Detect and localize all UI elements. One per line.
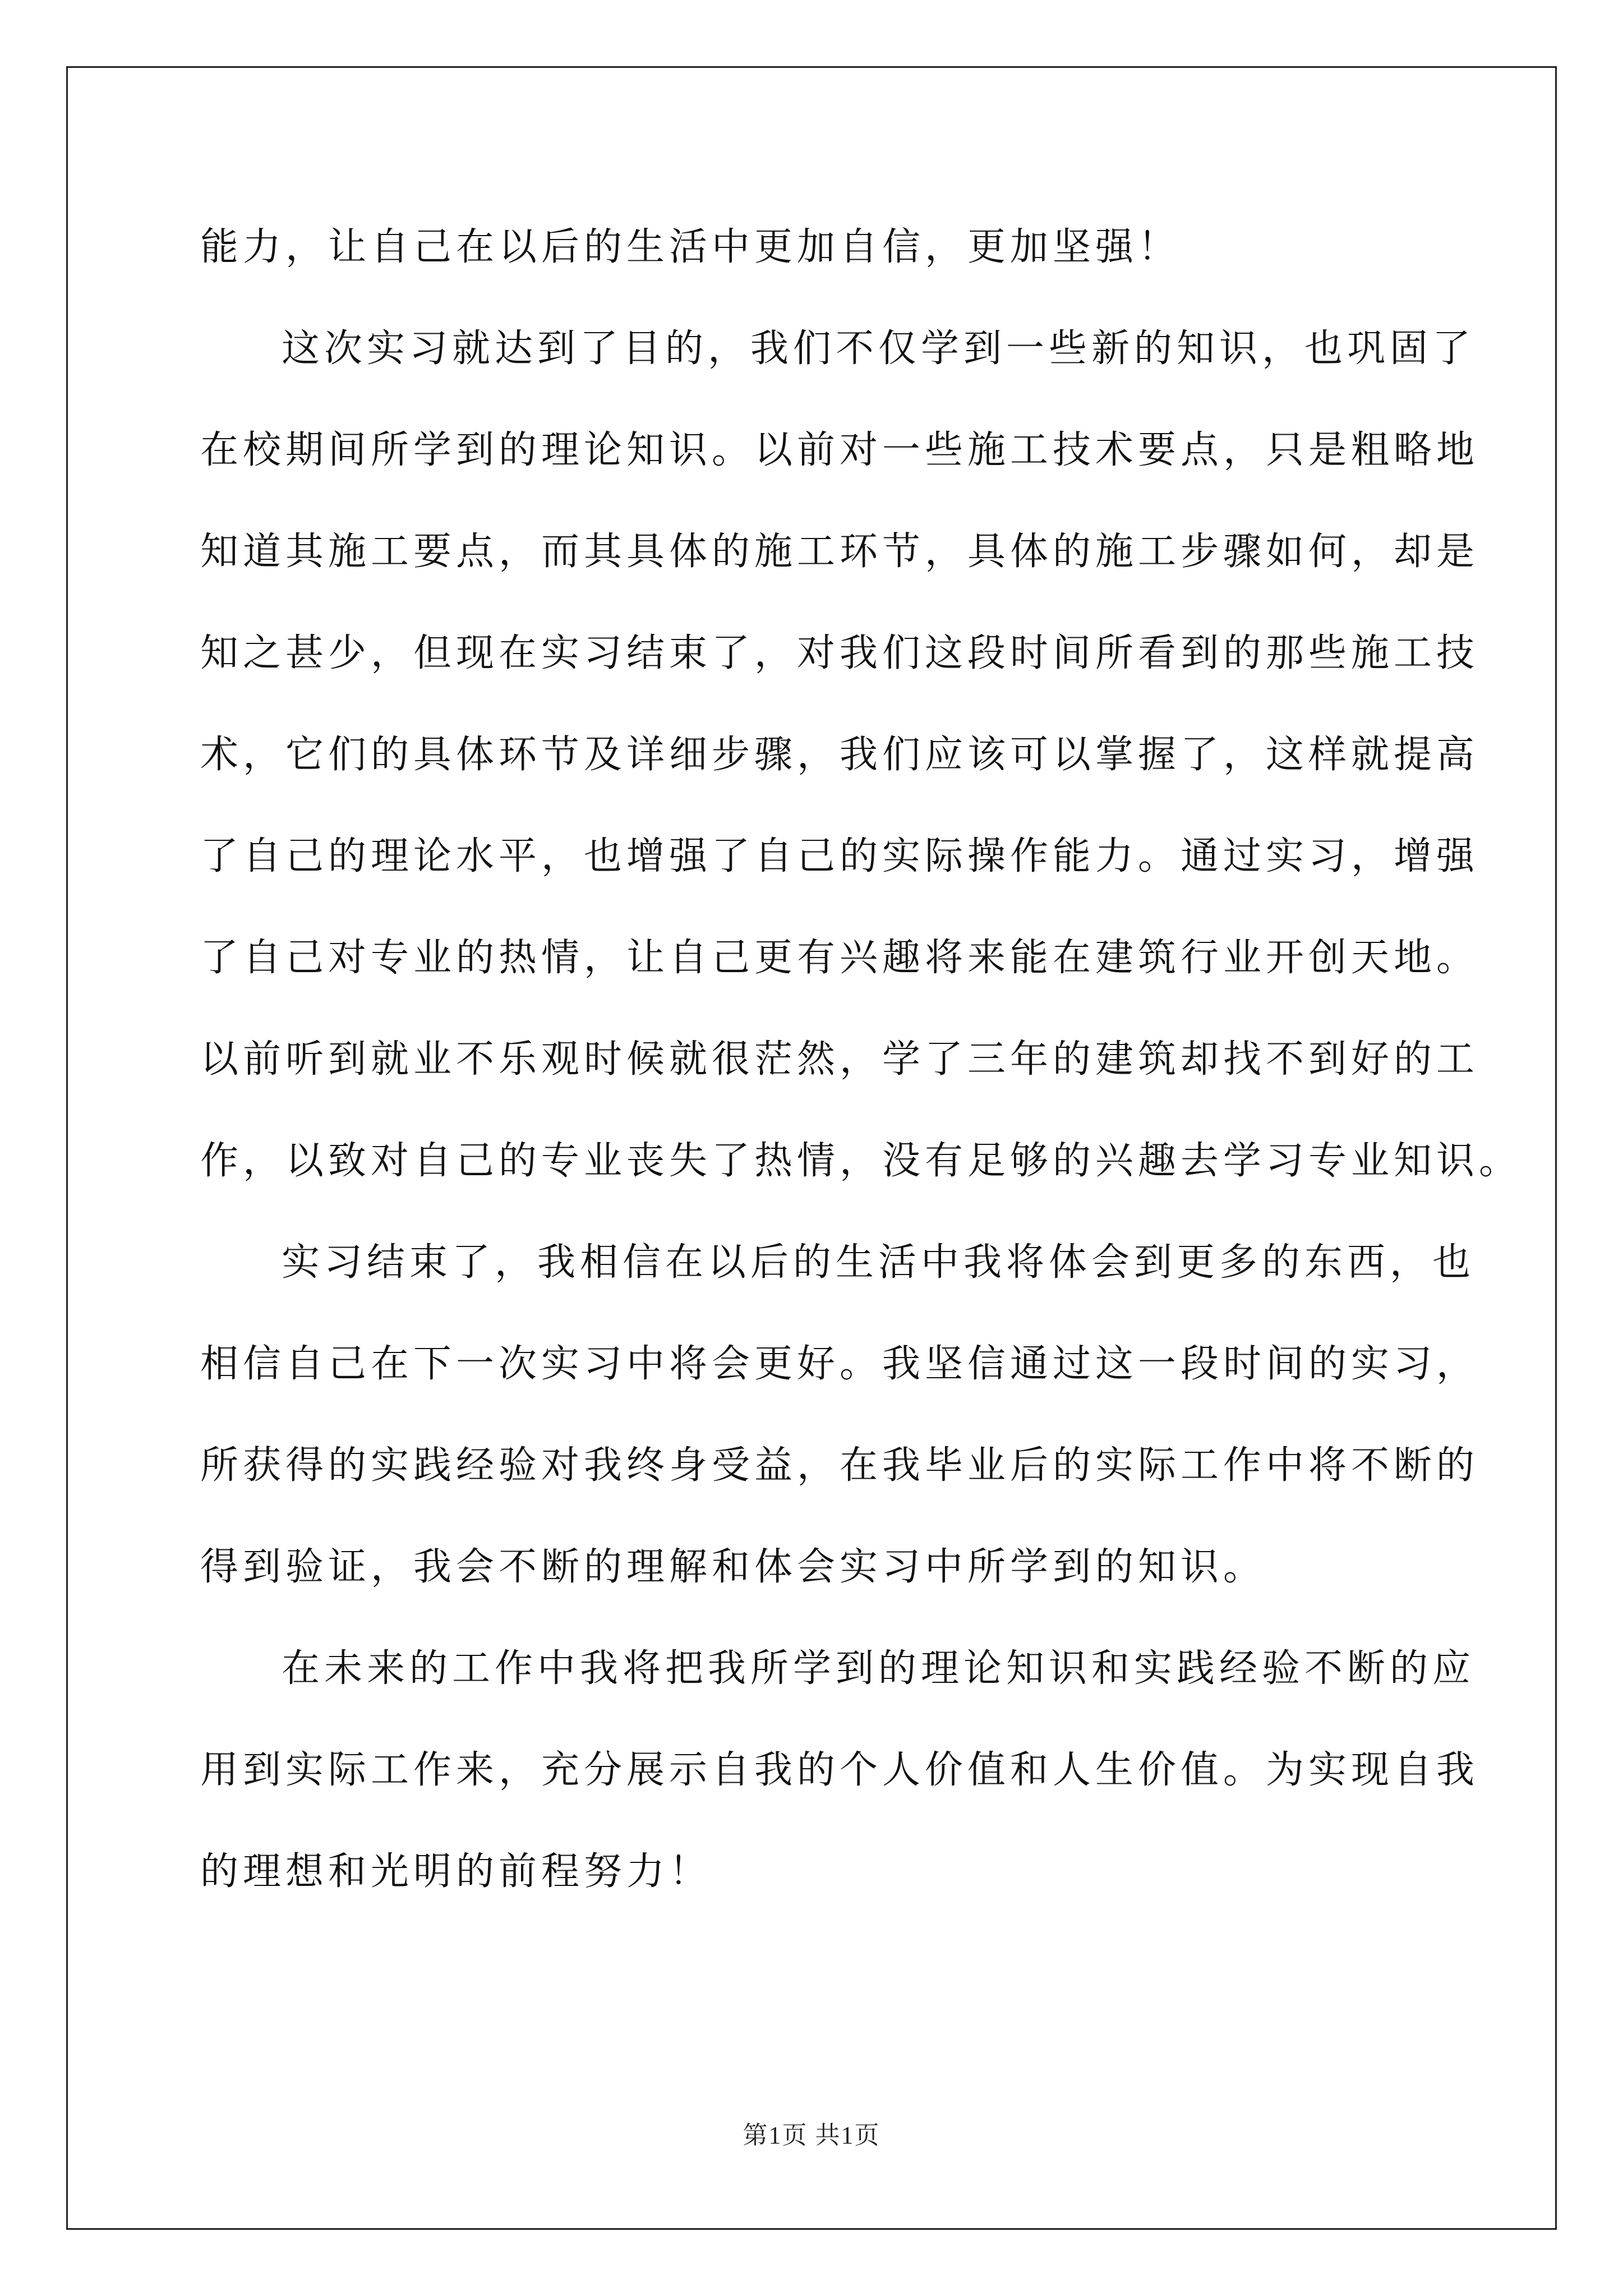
- text-line: 所获得的实践经验对我终身受益，在我毕业后的实际工作中将不断的: [200, 1443, 1479, 1488]
- text-line: 了自己的理论水平，也增强了自己的实际操作能力。通过实习，增强: [200, 834, 1479, 878]
- text-line: 的理想和光明的前程努力！: [200, 1849, 712, 1894]
- text-line: 用到实际工作来，充分展示自我的个人价值和人生价值。为实现自我: [200, 1748, 1479, 1792]
- text-line: 在校期间所学到的理论知识。以前对一些施工技术要点，只是粗略地: [200, 428, 1479, 472]
- text-line: 知之甚少，但现在实习结束了，对我们这段时间所看到的那些施工技: [200, 631, 1479, 675]
- text-line: 术，它们的具体环节及详细步骤，我们应该可以掌握了，这样就提高: [200, 733, 1479, 777]
- text-line: 能力，让自己在以后的生活中更加自信，更加坚强！: [200, 225, 1181, 269]
- text-line: 作，以致对自己的专业丧失了热情，没有足够的兴趣去学习专业知识。: [200, 1139, 1522, 1183]
- text-line: 相信自己在下一次实习中将会更好。我坚信通过这一段时间的实习，: [200, 1342, 1479, 1386]
- text-line: 这次实习就达到了目的，我们不仅学到一些新的知识，也巩固了: [282, 326, 1476, 371]
- text-line: 在未来的工作中我将把我所学到的理论知识和实践经验不断的应: [282, 1646, 1476, 1691]
- document-body: [200, 222, 1522, 1948]
- text-line: 了自己对专业的热情，让自己更有兴趣将来能在建筑行业开创天地。: [200, 936, 1479, 980]
- page-number-footer: 第1页 共1页: [743, 2122, 880, 2149]
- text-line: 知道其施工要点，而其具体的施工环节，具体的施工步骤如何，却是: [200, 530, 1479, 574]
- text-line: 以前听到就业不乐观时候就很茫然，学了三年的建筑却找不到好的工: [200, 1037, 1479, 1082]
- text-line: 实习结束了，我相信在以后的生活中我将体会到更多的东西，也: [282, 1240, 1476, 1285]
- text-line: 得到验证，我会不断的理解和体会实习中所学到的知识。: [200, 1545, 1266, 1589]
